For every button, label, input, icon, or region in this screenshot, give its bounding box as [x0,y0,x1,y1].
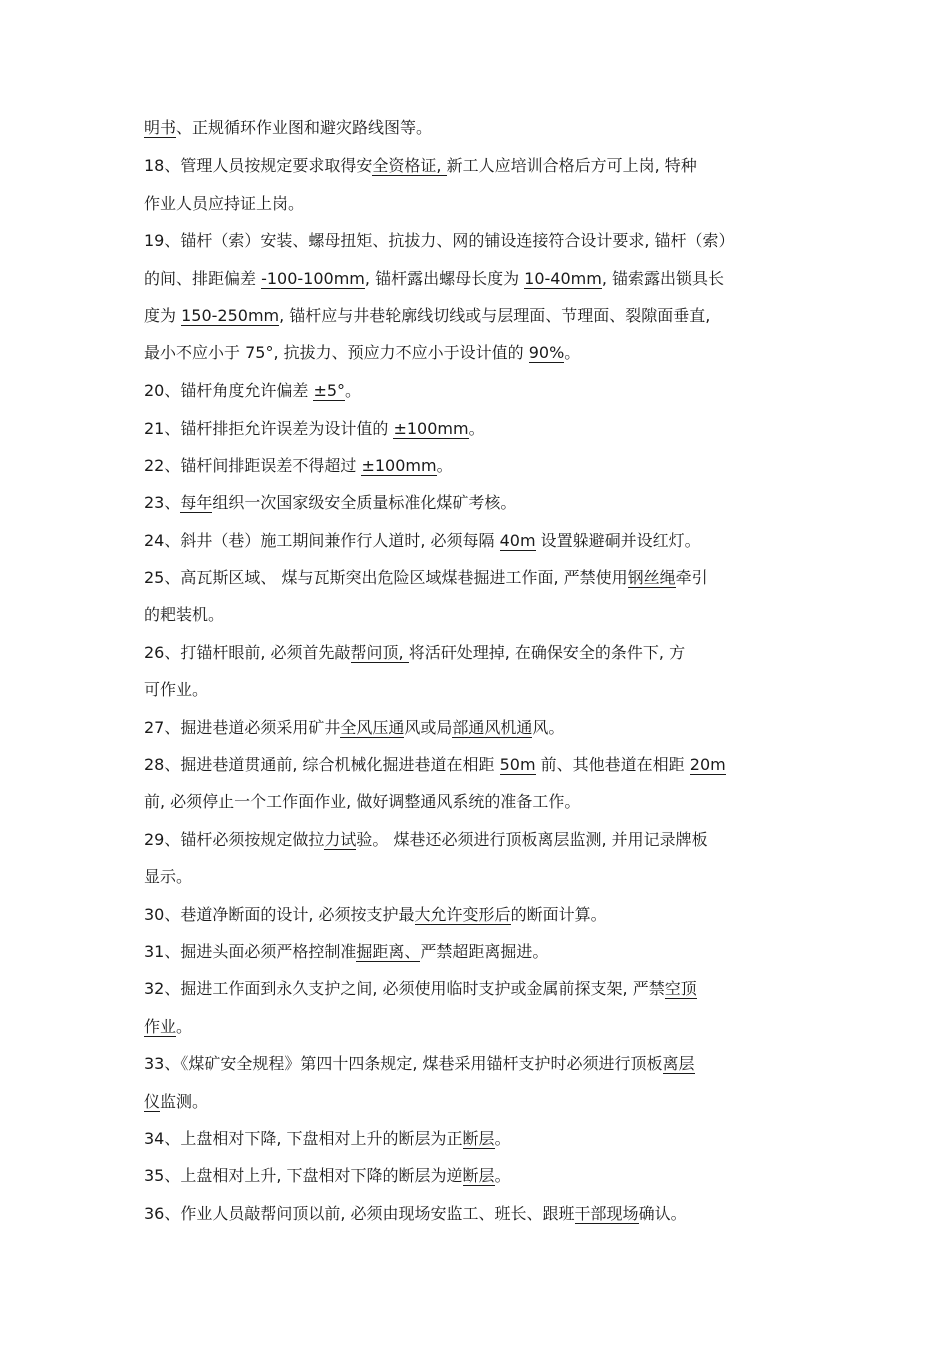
text-line [144,1053,812,1075]
text-line [144,305,812,327]
text-segment: 。 [345,381,362,400]
text-segment: 风。 [532,718,565,737]
text-line [144,1091,812,1113]
filled-answer: 明书 [144,118,177,137]
text-segment: 26、打锚杆眼前, 必须首先敲 [144,643,351,662]
text-line [144,754,812,776]
text-line [144,791,812,813]
text-segment: 19、锚杆（索）安装、螺母扭矩、抗拔力、网的铺设连接符合设计要求, 锚杆（索） [144,231,735,250]
text-segment: 显示。 [144,867,193,886]
filled-answer: 干部现场 [574,1204,639,1223]
filled-answer: 20m [689,755,726,774]
text-segment: 。 [176,1017,193,1036]
filled-answer: 作业 [144,1017,177,1036]
text-segment: 验。 煤巷还必须进行顶板离层监测, 并用记录牌板 [356,830,708,849]
text-segment: 新工人应培训合格后方可上岗, 特种 [446,156,697,175]
text-segment: 组织一次国家级安全质量标准化煤矿考核。 [212,493,517,512]
filled-answer: 帮问顶, [350,643,409,662]
text-line [144,904,812,926]
text-line [144,530,812,552]
text-segment: 的间、排距偏差 [144,269,262,288]
filled-answer: 部通风机通 [452,718,533,737]
filled-answer: 断层 [462,1129,495,1148]
filled-answer: ±100mm [361,456,437,475]
text-line [144,941,812,963]
filled-answer: 大允许变形后 [414,905,511,924]
text-line [144,978,812,1000]
text-line [144,230,812,252]
filled-answer: 40m [499,531,536,550]
text-line [144,1165,812,1187]
filled-answer: 10-40mm [524,269,602,288]
filled-answer: 全风压通 [340,718,405,737]
text-line [144,492,812,514]
text-segment: 将活矸处理掉, 在确保安全的条件下, 方 [408,643,686,662]
text-segment: 牵引 [675,568,708,587]
text-segment: 作业人员应持证上岗。 [144,194,305,213]
text-segment: 。 [436,456,453,475]
text-line [144,342,812,364]
text-line [144,193,812,215]
text-segment: 。 [494,1166,511,1185]
filled-answer: 掘距离、 [356,942,421,961]
filled-answer: 50m [499,755,536,774]
filled-answer: 全资格证, [372,156,447,175]
text-segment: 30、巷道净断面的设计, 必须按支护最 [144,905,415,924]
text-line [144,866,812,888]
text-segment: 设置躲避硐并设红灯。 [535,531,701,550]
text-line [144,717,812,739]
text-segment: 36、作业人员敲帮问顶以前, 必须由现场安监工、班长、跟班 [144,1204,575,1223]
text-segment: 31、掘进头面必须严格控制准 [144,942,357,961]
text-segment: 最小不应小于 75°, 抗拔力、预应力不应小于设计值的 [144,343,529,362]
text-segment: 27、掘进巷道必须采用矿井 [144,718,341,737]
text-segment: 23、 [144,493,181,512]
text-segment: 33、《煤矿安全规程》第四十四条规定, 煤巷采用锚杆支护时必须进行顶板 [144,1054,663,1073]
filled-answer: 仪 [144,1092,161,1111]
filled-answer: 离层 [662,1054,695,1073]
filled-answer: ±100mm [393,419,469,438]
text-line [144,1203,812,1225]
text-segment: 监测。 [160,1092,209,1111]
text-line [144,642,812,664]
text-line [144,567,812,589]
text-line [144,829,812,851]
text-line [144,604,812,626]
text-segment: 风或局 [404,718,453,737]
text-segment: 25、高瓦斯区域、 煤与瓦斯突出危险区域煤巷掘进工作面, 严禁使用 [144,568,628,587]
text-segment: 21、锚杆排拒允许误差为设计值的 [144,419,394,438]
text-segment: , 锚索露出锁具长 [601,269,725,288]
text-segment: , 锚杆应与井巷轮廓线切线或与层理面、节理面、裂隙面垂直, [279,306,711,325]
filled-answer: 钢丝绳 [627,568,676,587]
text-segment: , 锚杆露出螺母长度为 [364,269,525,288]
text-segment: 前、其他巷道在相距 [535,755,690,774]
text-line [144,455,812,477]
text-segment: 32、掘进工作面到永久支护之间, 必须使用临时支护或金属前探支架, 严禁 [144,979,665,998]
text-segment: 的断面计算。 [510,905,607,924]
text-segment: 29、锚杆必须按规定做拉 [144,830,325,849]
text-segment: 24、斜井（巷）施工期间兼作行人道时, 必须每隔 [144,531,500,550]
text-segment: 前, 必须停止一个工作面作业, 做好调整通风系统的准备工作。 [144,792,581,811]
text-line [144,268,812,290]
filled-answer: 150-250mm [181,306,280,325]
text-segment: 确认。 [638,1204,687,1223]
filled-answer: 空顶 [664,979,697,998]
filled-answer: 90% [528,343,565,362]
text-line [144,679,812,701]
filled-answer: 每年 [180,493,213,512]
filled-answer: ±5° [313,381,346,400]
text-segment: 严禁超距离掘进。 [420,942,549,961]
text-segment: 35、上盘相对上升, 下盘相对下降的断层为逆 [144,1166,463,1185]
text-segment: 。 [468,419,485,438]
text-segment: 的耙装机。 [144,605,225,624]
text-segment: 。 [564,343,581,362]
text-line [144,418,812,440]
filled-answer: 力试 [324,830,357,849]
text-segment: 18、管理人员按规定要求取得安 [144,156,373,175]
text-segment: 度为 [144,306,182,325]
filled-answer: -100-100mm [261,269,365,288]
text-segment: 、正规循环作业图和避灾路线图等。 [176,118,433,137]
text-segment: 28、掘进巷道贯通前, 综合机械化掘进巷道在相距 [144,755,500,774]
text-segment: 22、锚杆间排距误差不得超过 [144,456,362,475]
text-line [144,1128,812,1150]
filled-answer: 断层 [462,1166,495,1185]
text-segment: 。 [494,1129,511,1148]
text-segment: 20、锚杆角度允许偏差 [144,381,314,400]
text-segment: 34、上盘相对下降, 下盘相对上升的断层为正 [144,1129,463,1148]
text-line [144,380,812,402]
text-line [144,155,812,177]
text-segment: 可作业。 [144,680,209,699]
text-line [144,1016,812,1038]
text-line [144,117,812,139]
